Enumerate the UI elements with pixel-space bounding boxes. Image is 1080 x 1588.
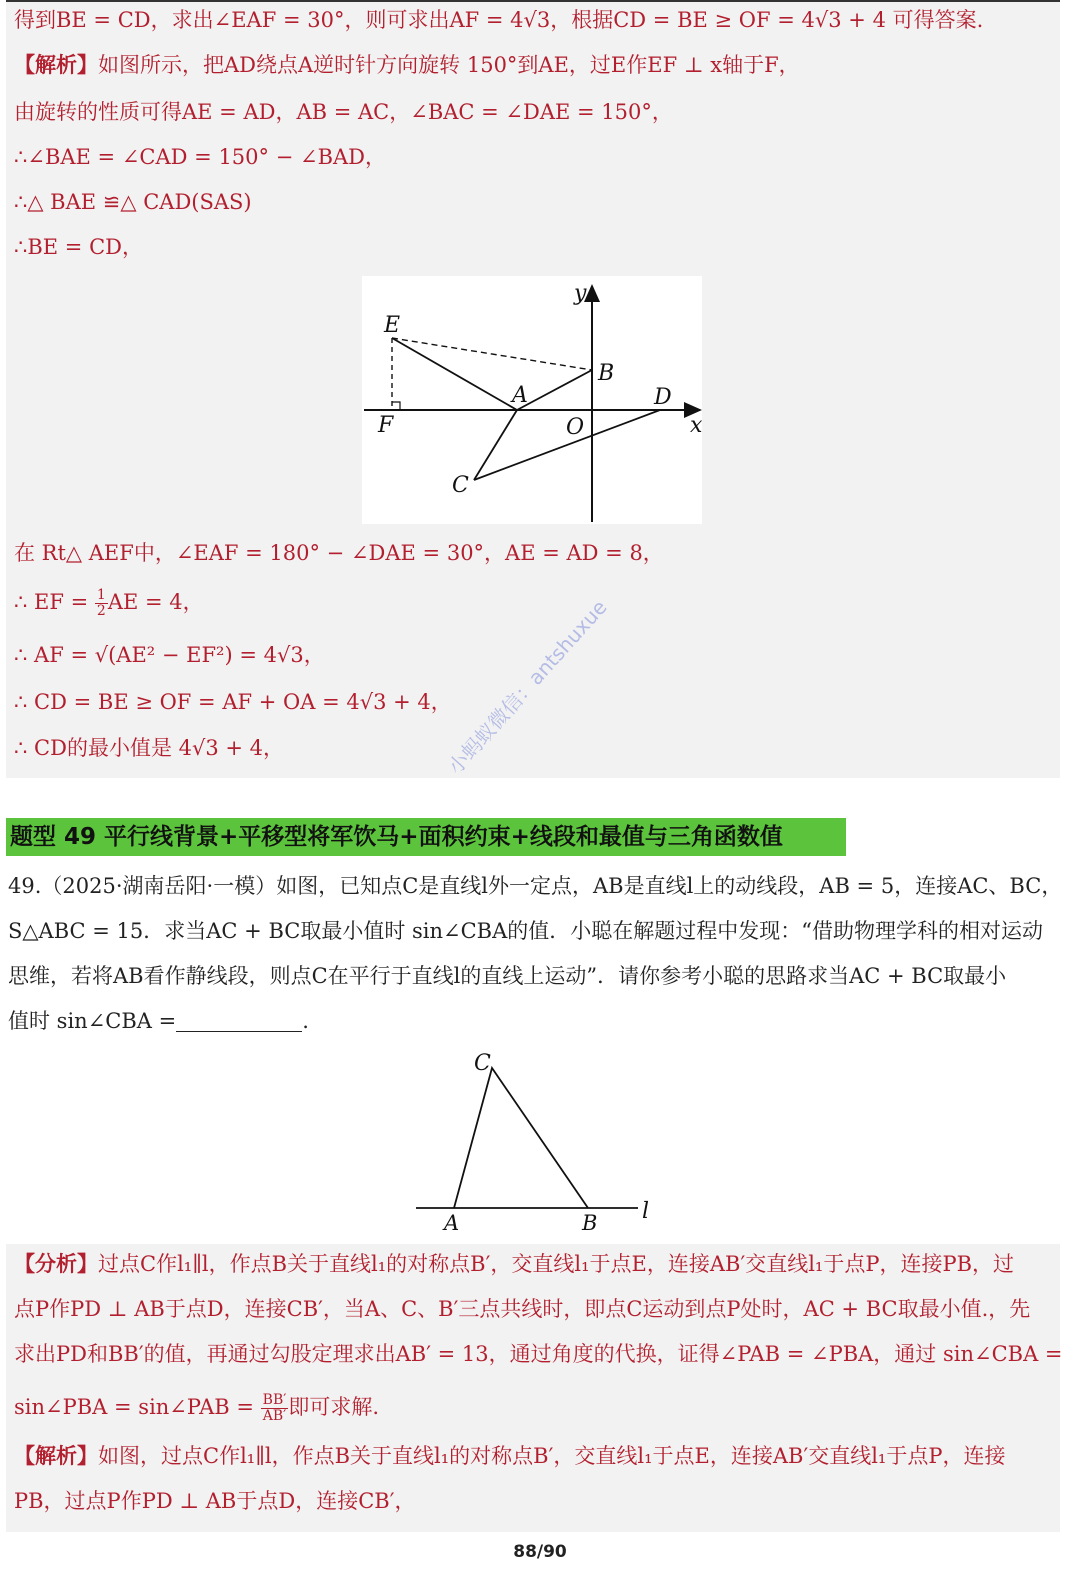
fraction-denominator: AB′ — [262, 1408, 287, 1424]
question-line-4 — [8, 1006, 309, 1036]
solution-line-2: PB，过点P作PD ⊥ AB于点D，连接CB′， — [14, 1489, 416, 1513]
analysis-tag: 【分析】 — [14, 1251, 98, 1276]
fraction-denominator: 2 — [96, 603, 106, 619]
label-b: B — [582, 1211, 598, 1235]
label-a: A — [512, 383, 528, 408]
prev-solution-line-1-text: 如图所示，把AD绕点A逆时针方向旋转 150°到AE，过E作EF ⊥ x轴于F， — [98, 53, 800, 77]
analysis-line-4 — [14, 1392, 379, 1424]
analysis-block — [6, 1244, 1063, 1532]
line7-pre: ∴ EF = — [14, 590, 95, 614]
solution-line-1 — [14, 1441, 1005, 1471]
watermark: 小蚂蚁微信：antshuxue — [442, 595, 612, 779]
prev-solution-line-1 — [14, 50, 800, 80]
label-a: A — [444, 1211, 460, 1235]
line7-post: AE = 4， — [107, 590, 204, 614]
segment-ab — [517, 370, 592, 410]
label-c: C — [474, 1051, 491, 1076]
fraction-numerator: 1 — [96, 587, 106, 603]
solution-line-1-text: 如图，过点C作l₁∥l，作点B关于直线l₁的对称点B′，交直线l₁于点E，连接AB′交直线l₁于点P，连接 — [98, 1444, 1006, 1468]
segment-ea — [392, 338, 517, 410]
segment-ac — [474, 410, 517, 480]
solution-tag-2: 【解析】 — [14, 1443, 98, 1468]
triangle-figure — [408, 1044, 668, 1240]
label-e: E — [384, 313, 401, 338]
label-c: C — [452, 473, 469, 498]
question-line-2: S△ABC = 15．求当AC + BC取最小值时 sin∠CBA的值．小聪在解题过程中发现：“借助物理学科的相对运动 — [8, 919, 1044, 943]
analysis-line-3: 求出PD和BB′的值，再通过勾股定理求出AB′ = 13，通过角度的代换，证得∠PAB = ∠PBA，通过 sin∠CBA = — [14, 1342, 1063, 1366]
page-number: 88/90 — [513, 1542, 567, 1562]
right-angle-mark — [392, 402, 400, 410]
label-x: x — [690, 413, 702, 438]
label-f: F — [378, 413, 394, 438]
prev-solution-line-5: ∴BE = CD， — [14, 235, 143, 259]
analysis-line-1 — [14, 1249, 1014, 1279]
question-line-1: 49.（2025·湖南岳阳·一模）如图，已知点C是直线l外一定点，AB是直线l上的动线段，AB = 5，连接AC、BC， — [8, 874, 1063, 898]
fraction-bb-ab — [261, 1393, 289, 1424]
prev-solution-line-8: ∴ AF = √(AE² − EF²) = 4√3， — [14, 643, 325, 667]
answer-blank[interactable] — [176, 1009, 302, 1032]
prev-solution-line-4: ∴△ BAE ≌△ CAD(SAS) — [14, 190, 252, 214]
section-heading: 题型 49 平行线背景+平移型将军饮马+面积约束+线段和最值与三角函数值 — [6, 818, 846, 856]
prev-solution-line-7 — [14, 587, 204, 619]
analysis-line-2: 点P作PD ⊥ AB于点D，连接CB′，当A、C、B′三点共线时，即点C运动到点P处时，AC + BC取最小值.，先 — [14, 1297, 1031, 1321]
prev-solution-line-9: ∴ CD = BE ≥ OF = AF + OA = 4√3 + 4， — [14, 690, 452, 714]
coordinate-figure-svg — [362, 276, 702, 524]
coordinate-figure — [362, 276, 702, 524]
fraction-numerator: BB′ — [262, 1392, 287, 1408]
label-o: O — [566, 415, 585, 440]
analysis-line-4-post: 即可求解. — [288, 1395, 380, 1419]
prev-solution-line-10: ∴ CD的最小值是 4√3 + 4， — [14, 736, 285, 760]
prev-solution-line-3: ∴∠BAE = ∠CAD = 150° − ∠BAD， — [14, 145, 387, 169]
triangle-abc — [454, 1068, 588, 1208]
triangle-figure-svg — [408, 1044, 668, 1240]
analysis-line-1-text: 过点C作l₁∥l，作点B关于直线l₁的对称点B′，交直线l₁于点E，连接AB′交直线l₁于点P，连接PB，过 — [98, 1252, 1015, 1276]
solution-tag: 【解析】 — [14, 52, 98, 77]
analysis-line-4-pre: sin∠PBA = sin∠PAB = — [14, 1395, 261, 1419]
label-y: y — [574, 281, 587, 306]
label-l: l — [642, 1199, 650, 1224]
question-line-4-pre: 值时 sin∠CBA = — [8, 1009, 177, 1033]
label-d: D — [654, 385, 672, 410]
prev-solution-line-6: 在 Rt△ AEF中，∠EAF = 180° − ∠DAE = 30°，AE = AD = 8， — [14, 541, 664, 565]
prev-solution-line-2: 由旋转的性质可得AE = AD，AB = AC，∠BAC = ∠DAE = 150°， — [14, 100, 673, 124]
label-b: B — [598, 361, 615, 386]
segment-eb — [392, 338, 592, 370]
prev-solution-line-0: 得到BE = CD，求出∠EAF = 30°，则可求出AF = 4√3，根据CD = BE ≥ OF = 4√3 + 4 可得答案. — [14, 8, 984, 32]
question-line-3: 思维，若将AB看作静线段，则点C在平行于直线l的直线上运动”．请你参考小聪的思路求当AC + BC取最小 — [8, 964, 1007, 988]
fraction-half — [95, 588, 108, 619]
question-line-4-post: . — [302, 1009, 309, 1033]
